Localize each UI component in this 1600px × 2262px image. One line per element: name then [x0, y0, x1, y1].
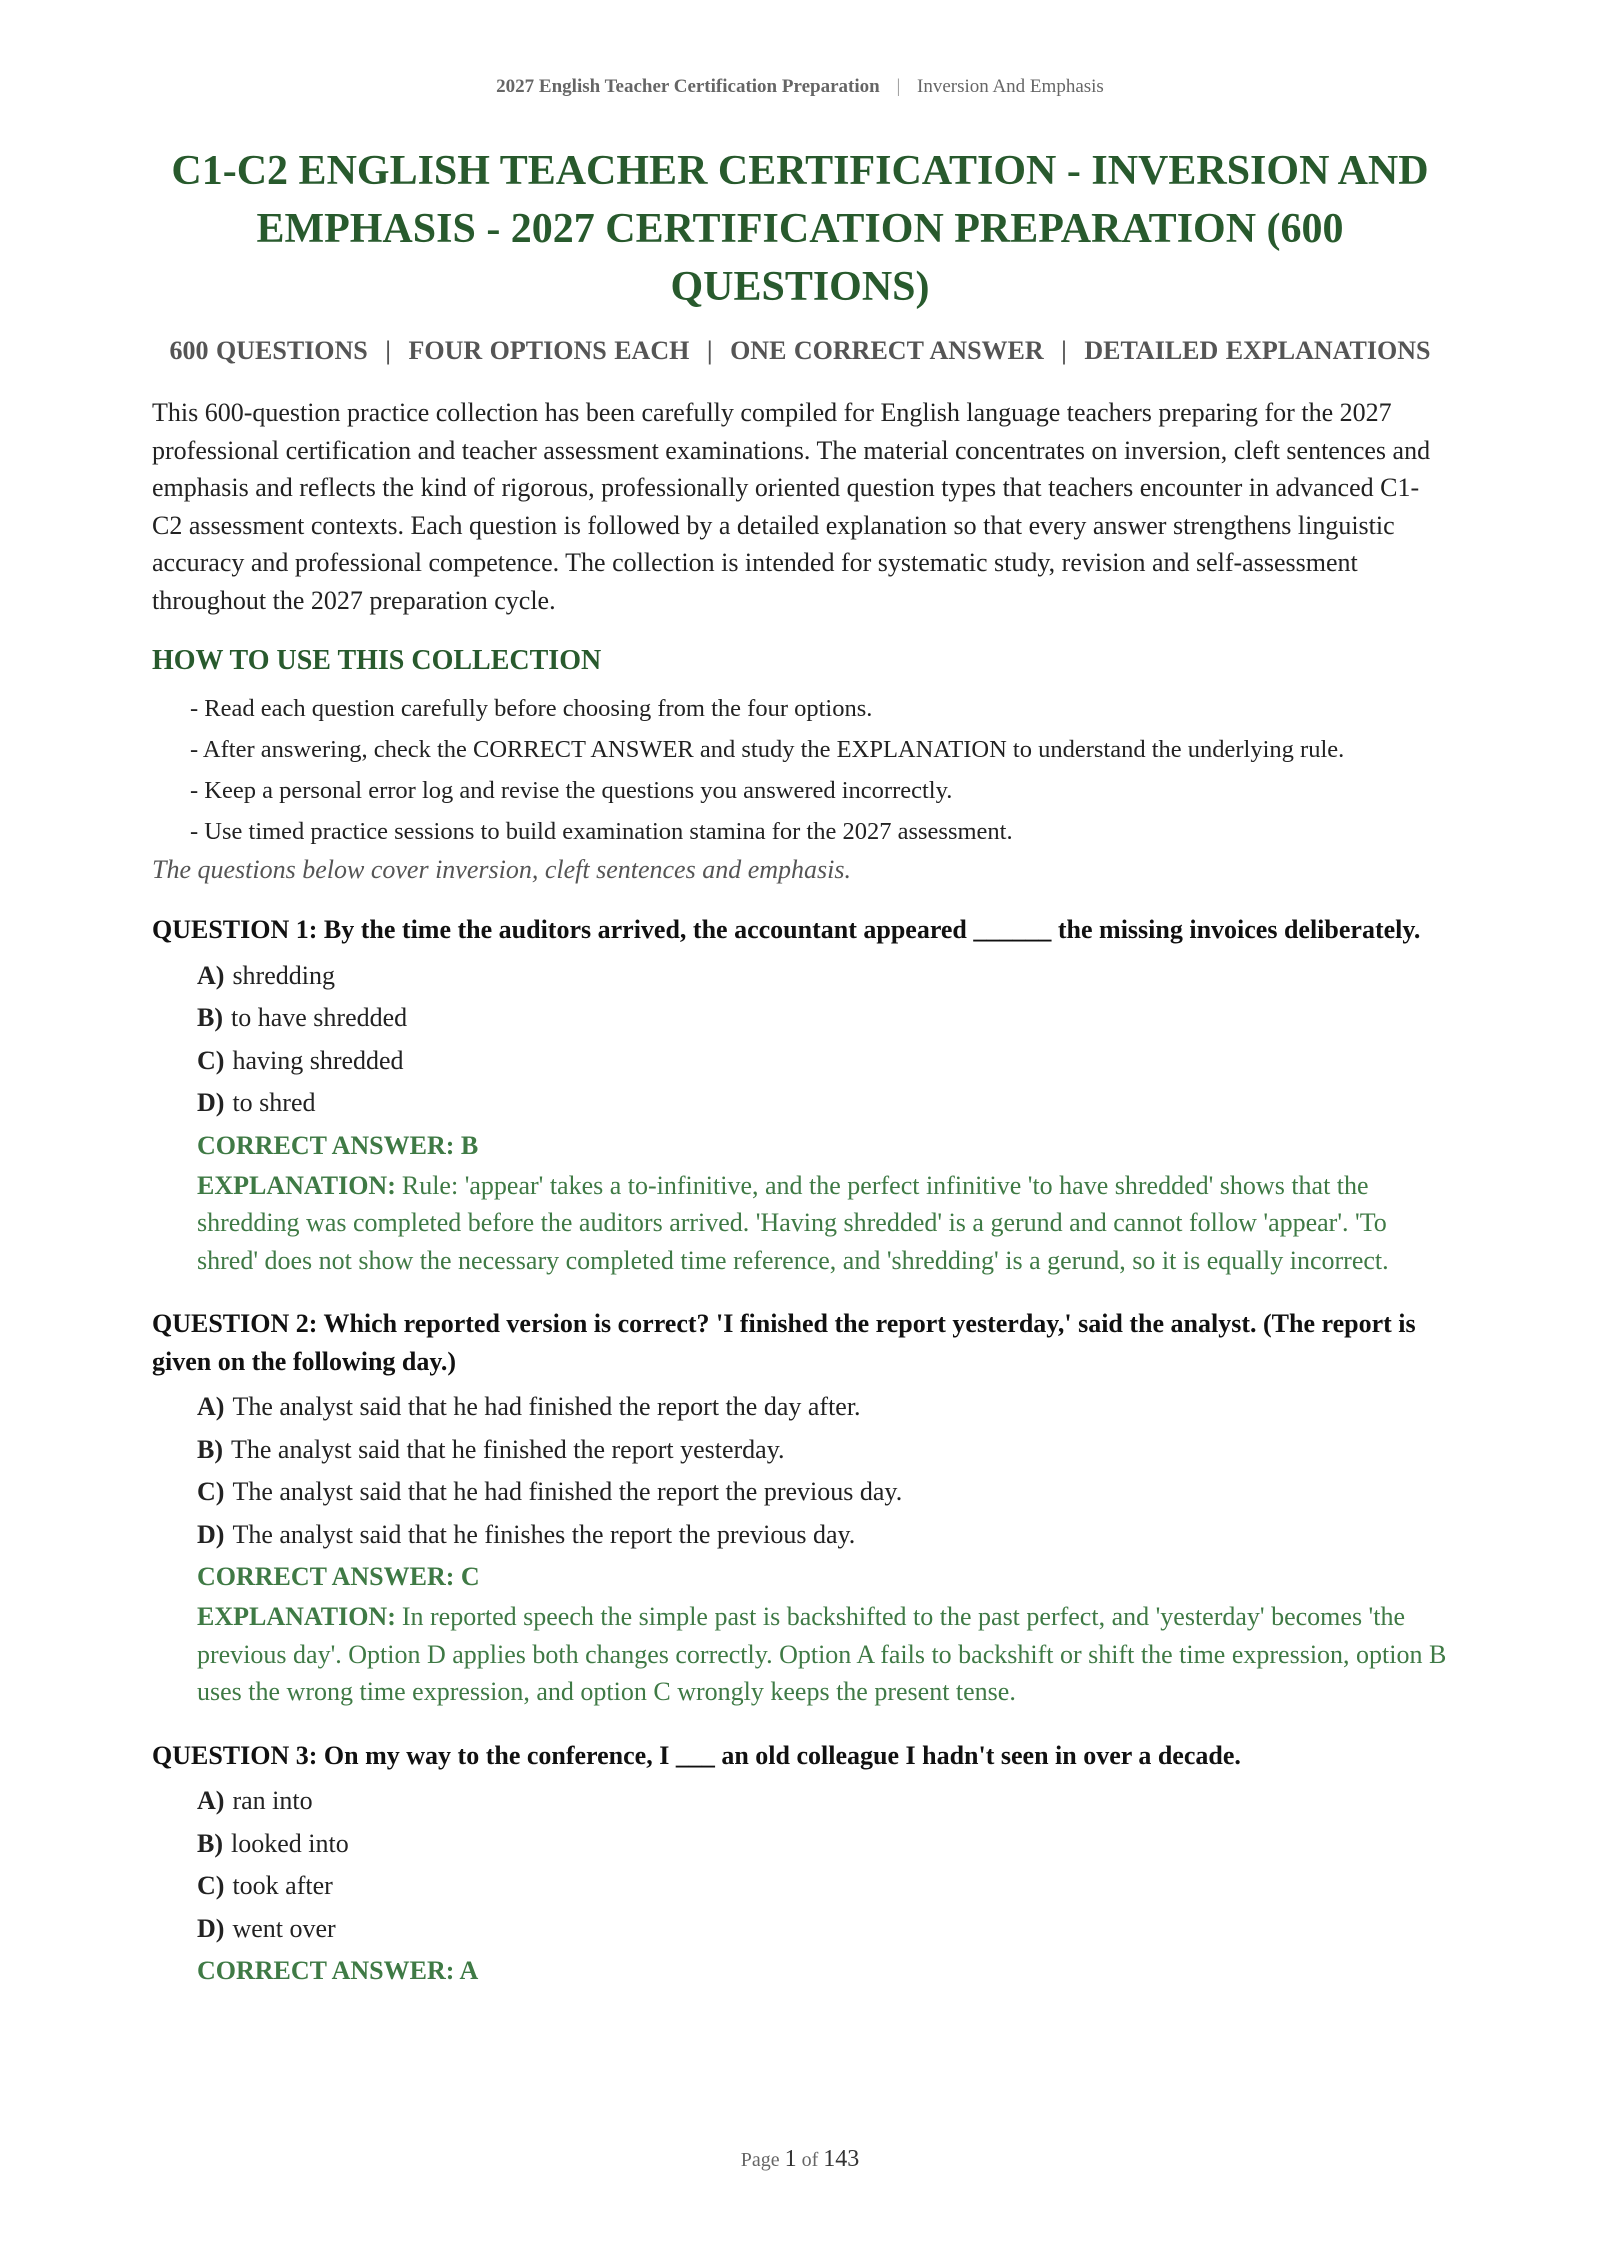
- page-current: 1: [784, 2146, 797, 2172]
- correct-answer: CORRECT ANSWER: C: [197, 1562, 480, 1591]
- option-list: [152, 1780, 1448, 1950]
- option-text: The analyst said that he finished the report yesterday.: [231, 1434, 785, 1464]
- header-topic: Inversion And Emphasis: [917, 76, 1104, 97]
- how-to-item: - Read each question carefully before choosing from the four options.: [190, 695, 873, 722]
- option-list: [152, 1386, 1448, 1556]
- question-3: [152, 1737, 1448, 1993]
- option-text: having shredded: [232, 1045, 404, 1075]
- question-1: [152, 911, 1448, 1279]
- option-text: went over: [232, 1913, 336, 1943]
- option-letter: C): [197, 1045, 225, 1075]
- question-2: [152, 1305, 1448, 1711]
- option-text: to have shredded: [231, 1003, 408, 1032]
- page-footer: [0, 2146, 1600, 2173]
- page-total: 143: [823, 2146, 860, 2172]
- running-header: [152, 0, 1448, 98]
- explanation: [152, 1167, 1448, 1280]
- option-letter: C): [197, 1477, 225, 1506]
- correct-answer: CORRECT ANSWER: A: [197, 1956, 479, 1985]
- document-subtitle: [152, 336, 1448, 366]
- option-list: [152, 955, 1448, 1125]
- option-c: [197, 1040, 1448, 1083]
- explanation-label: EXPLANATION:: [197, 1170, 396, 1200]
- option-text: to shred: [232, 1088, 316, 1117]
- correct-answer: CORRECT ANSWER: B: [197, 1130, 479, 1160]
- option-text: looked into: [231, 1828, 349, 1858]
- header-series-title: 2027 English Teacher Certification Preparation: [496, 76, 880, 97]
- subtitle-item: FOUR OPTIONS EACH: [408, 336, 690, 365]
- explanation-label: EXPLANATION:: [197, 1602, 396, 1631]
- intro-paragraph: This 600-question practice collection has been carefully compiled for English language teachers preparing for the 2027 professional certification and teacher assessment examinations. The material concentrates on inversion, cleft sentences and emphasis and reflects the kind of rigorous, professionally oriented question types that teachers encounter in advanced C1-C2 assessment contexts. Each question is followed by a detailed explanation so that every answer strengthens linguistic accuracy and professional competence. The collection is intended for systematic study, revision and self-assessment throughout the 2027 preparation cycle.: [152, 398, 1431, 615]
- option-letter: A): [197, 1392, 225, 1421]
- question-text: QUESTION 1: By the time the auditors arrived, the accountant appeared ______ the missing invoices deliberately.: [152, 915, 1421, 944]
- question-text: QUESTION 3: On my way to the conference, I ___ an old colleague I hadn't seen in over a decade.: [152, 1740, 1241, 1770]
- how-to-item: - Use timed practice sessions to build examination stamina for the 2027 assessment.: [190, 818, 1013, 845]
- subtitle-item: 600 QUESTIONS: [169, 336, 368, 365]
- option-text: The analyst said that he had finished the report the day after.: [232, 1392, 861, 1421]
- option-text: The analyst said that he finishes the report the previous day.: [232, 1519, 856, 1549]
- option-letter: B): [197, 1434, 223, 1464]
- option-d: [197, 1908, 1448, 1951]
- option-a: [197, 1386, 1448, 1429]
- option-letter: A): [197, 1786, 225, 1815]
- subtitle-separator: |: [385, 336, 392, 365]
- coverage-note: The questions below cover inversion, cleft sentences and emphasis.: [152, 855, 851, 884]
- option-c: [197, 1471, 1448, 1514]
- option-letter: B): [197, 1003, 223, 1032]
- option-d: [197, 1082, 1448, 1125]
- option-letter: D): [197, 1088, 225, 1117]
- explanation-text: Rule: 'appear' takes a to-infinitive, and the perfect infinitive 'to have shredded' shows that the shredding was completed before the auditors arrived. 'Having shredded' is a gerund and cannot follow 'appear'. 'To shred' does not show the necessary completed time reference, and 'shredding' is a gerund, so it is equally incorrect.: [197, 1170, 1389, 1275]
- option-text: shredding: [232, 960, 335, 990]
- option-a: [197, 1780, 1448, 1823]
- subtitle-item: DETAILED EXPLANATIONS: [1084, 336, 1431, 365]
- question-text: QUESTION 2: Which reported version is correct? 'I finished the report yesterday,' said the analyst. (The report is given on the following day.): [152, 1309, 1416, 1376]
- option-letter: B): [197, 1828, 223, 1858]
- subtitle-separator: |: [1061, 336, 1067, 365]
- option-letter: D): [197, 1519, 225, 1549]
- option-a: [197, 955, 1448, 998]
- subtitle-item: ONE CORRECT ANSWER: [730, 336, 1044, 365]
- option-text: took after: [232, 1871, 333, 1900]
- option-c: [197, 1865, 1448, 1908]
- subtitle-separator: |: [706, 336, 713, 365]
- how-to-list: [152, 691, 1448, 849]
- option-letter: C): [197, 1871, 225, 1900]
- option-text: The analyst said that he had finished the report the previous day.: [232, 1477, 903, 1506]
- option-text: ran into: [232, 1786, 313, 1815]
- explanation: [152, 1598, 1448, 1711]
- option-letter: A): [197, 960, 225, 990]
- page-label: Page: [740, 2149, 780, 2171]
- header-separator: |: [896, 76, 901, 97]
- option-b: [197, 997, 1448, 1040]
- how-to-item: - Keep a personal error log and revise the questions you answered incorrectly.: [190, 777, 953, 804]
- option-b: [197, 1429, 1448, 1472]
- how-to-item: - After answering, check the CORRECT ANSWER and study the EXPLANATION to understand the underlying rule.: [190, 736, 1345, 763]
- explanation-text: In reported speech the simple past is backshifted to the past perfect, and 'yesterday' becomes 'the previous day'. Option D applies both changes correctly. Option A fails to backshift or shift the time expression, option B uses the wrong time expression, and option C wrongly keeps the present tense.: [197, 1602, 1447, 1706]
- page-of-label: of: [801, 2149, 819, 2171]
- document-title: C1-C2 ENGLISH TEACHER CERTIFICATION - INVERSION AND EMPHASIS - 2027 CERTIFICATION PREPARATION (600 QUESTIONS): [171, 148, 1429, 310]
- option-letter: D): [197, 1913, 225, 1943]
- option-b: [197, 1823, 1448, 1866]
- how-to-heading: HOW TO USE THIS COLLECTION: [152, 645, 602, 676]
- option-d: [197, 1514, 1448, 1557]
